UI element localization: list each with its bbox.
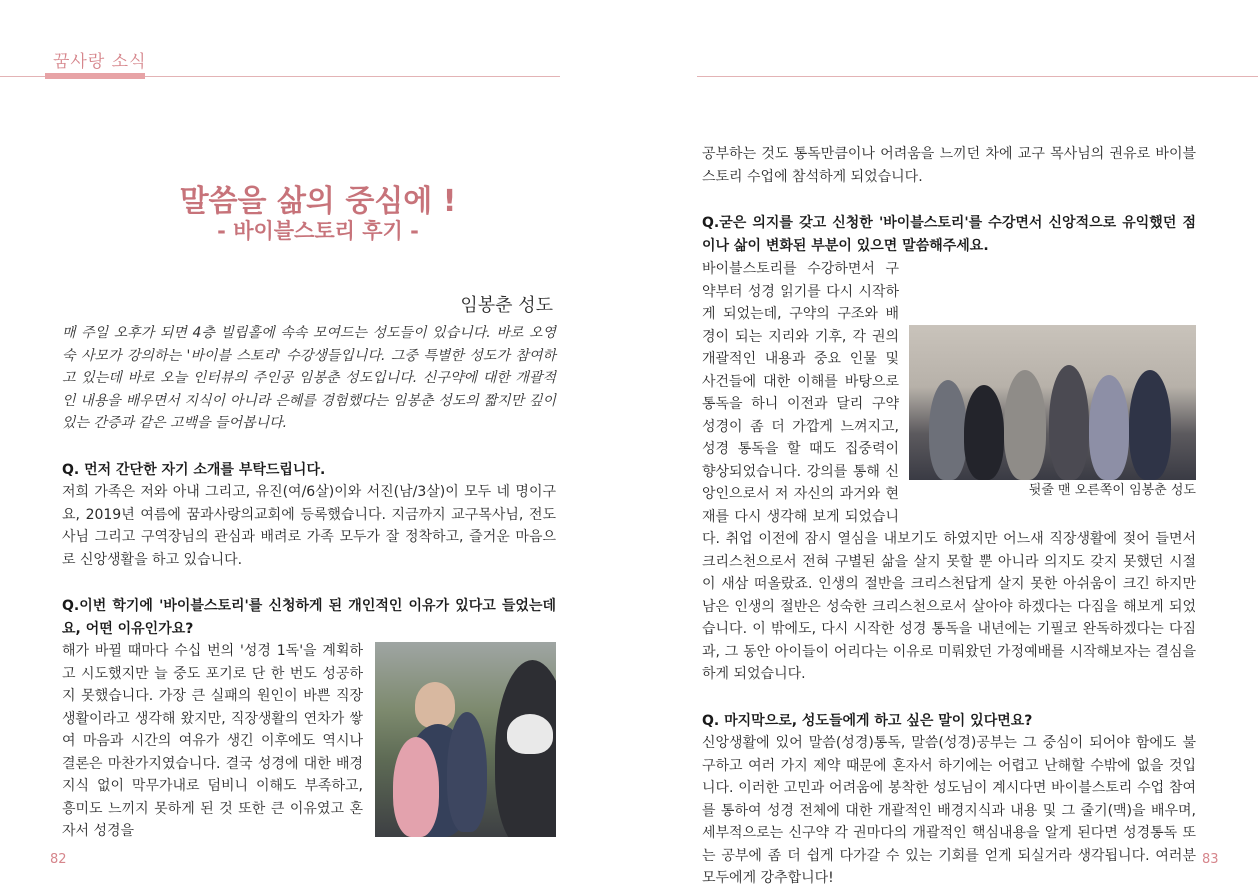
article-title: 말씀을 삶의 중심에 ! [179,184,457,219]
question-4: Q. 마지막으로, 성도들에게 하고 싶은 말이 있다면요? [702,712,1033,729]
page-number-left: 82 [50,852,67,867]
article-intro: 매 주일 오후가 되면 4층 빌립홀에 속속 모여드는 성도들이 있습니다. 바로 오영숙 사모가 강의하는 '바이블 스토리' 수강생들입니다. 그중 특별한 성도가 참여하고 있는데 바로 오늘 인터뷰의 주인공 임봉춘 성도입니다. 신구약에 대한 개괄적인 내용을 배우면서 지식이 아니라 은혜를 경험했다는 임봉춘 성도의 짧지만 깊이 있는 간증과 같은 고백을 들어봅니다. [62,325,556,431]
article-subtitle: - 바이블스토리 후기 - [217,219,419,243]
answer-4: 신앙생활에 있어 말씀(성경)통독, 말씀(성경)공부는 그 중심이 되어야 함에도 불구하고 여러 가지 제약 때문에 혼자서 하기에는 어렵고 난해할 수밖에 없을 것입니다. 이러한 고민과 어려움에 봉착한 성도님이 계시다면 바이블스토리 수업 참여를 통하여 성경 전체에 대한 개괄적인 배경지식과 내용 및 그 줄기(맥)을 배우며, 세부적으로는 신구약 각 권마다의 개괄적인 핵심내용을 알게 된다면 성경통독 또는 공부에 좀 더 쉽게 다가갈 수 있는 기회를 얻게 되실거라 생각됩니다. 여러분 모두에게 강추합니다! [702,735,1196,886]
answer-3: 바이블스토리를 수강하면서 구약부터 성경 읽기를 다시 시작하게 되었는데, 구약의 구조와 배경이 되는 지리와 기후, 각 권의 개괄적인 내용과 중요 인물 및 사건들에 대한 이해를 바탕으로 통독을 하니 이전과 달리 구약 성경이 좀 더 가깝게 느껴지고, 성경 통독을 할 때도 집중력이 향상되었습니다. 강의를 통해 신앙인으로서 저 자신의 과거와 현재를 다시 생각해 보게 되었습니다. 취업 이전에 잠시 열심을 내보기도 하였지만 어느새 직장생활에 젖어 들면서 크리스천으로서 전혀 구별된 삶을 살지 못할 뿐 아니라 의지도 갖지 못했던 시절이 새삼 떠올랐죠. 인생의 절반을 크리스천답게 살지 못한 아쉬움이 크긴 하지만 남은 인생의 절반은 성숙한 크리스천으로서 살아야 하겠다는 다짐을 해보게 되었습니다. 이 밖에도, 다시 시작한 성경 통독을 내년에는 기필코 완독하겠다는 다짐과, 그 동안 아이들이 어리다는 이유로 미뤄왔던 가정예배를 시작해보자는 결심을 하게 되었습니다. [702,261,1196,682]
section-title: 꿈사랑 소식 [53,52,147,72]
question-2: Q.이번 학기에 '바이블스토리'를 신청하게 된 개인적인 이유가 있다고 들었는데요, 어떤 이유인가요? [62,598,556,637]
header-accent-bar [45,73,145,79]
right-column [702,143,1196,890]
header-divider-right [697,76,1258,77]
page-number-right: 83 [1202,852,1219,867]
group-photo [909,325,1196,498]
answer-2: 해가 바뀔 때마다 수십 번의 '성경 1독'을 계획하고 시도했지만 늘 중도 포기로 단 한 번도 성공하지 못했습니다. 가장 큰 실패의 원인이 바쁜 직장생활이라고 생각해 왔지만, 직장생활의 연차가 쌓여 마음과 시간의 여유가 생긴 이후에도 역시나 결론은 마찬가지였습니다. 결국 성경에 대한 배경지식 없이 막무가내로 덤비니 이해도 부족하고, 흥미도 느끼지 못하게 된 것 또한 큰 이유였고 혼자서 성경을 [62,643,363,839]
article-author: 임봉춘 성도 [460,295,553,316]
family-photo [375,642,556,837]
left-column [62,322,556,843]
question-1: Q. 먼저 간단한 자기 소개를 부탁드립니다. [62,461,326,478]
photo-caption: 뒷줄 맨 오른쪽이 임봉춘 성도 [1028,482,1196,498]
question-3: Q.굳은 의지를 갖고 신청한 '바이블스토리'를 수강면서 신앙적으로 유익했던 점이나 삶이 변화된 부분이 있으면 말씀해주세요. [702,215,1196,254]
answer-1: 저희 가족은 저와 아내 그리고, 유진(여/6살)이와 서진(남/3살)이 모두 네 명이구요, 2019년 여름에 꿈과사랑의교회에 등록했습니다. 지금까지 교구목사님, 전도사님 그리고 구역장님의 관심과 배려로 가족 모두가 잘 정착하고, 즐거운 마음으로 신앙생활을 하고 있습니다. [62,484,556,568]
answer-2-continued: 공부하는 것도 통독만큼이나 어려움을 느끼던 차에 교구 목사님의 권유로 바이블스토리 수업에 참석하게 되었습니다. [702,146,1196,185]
